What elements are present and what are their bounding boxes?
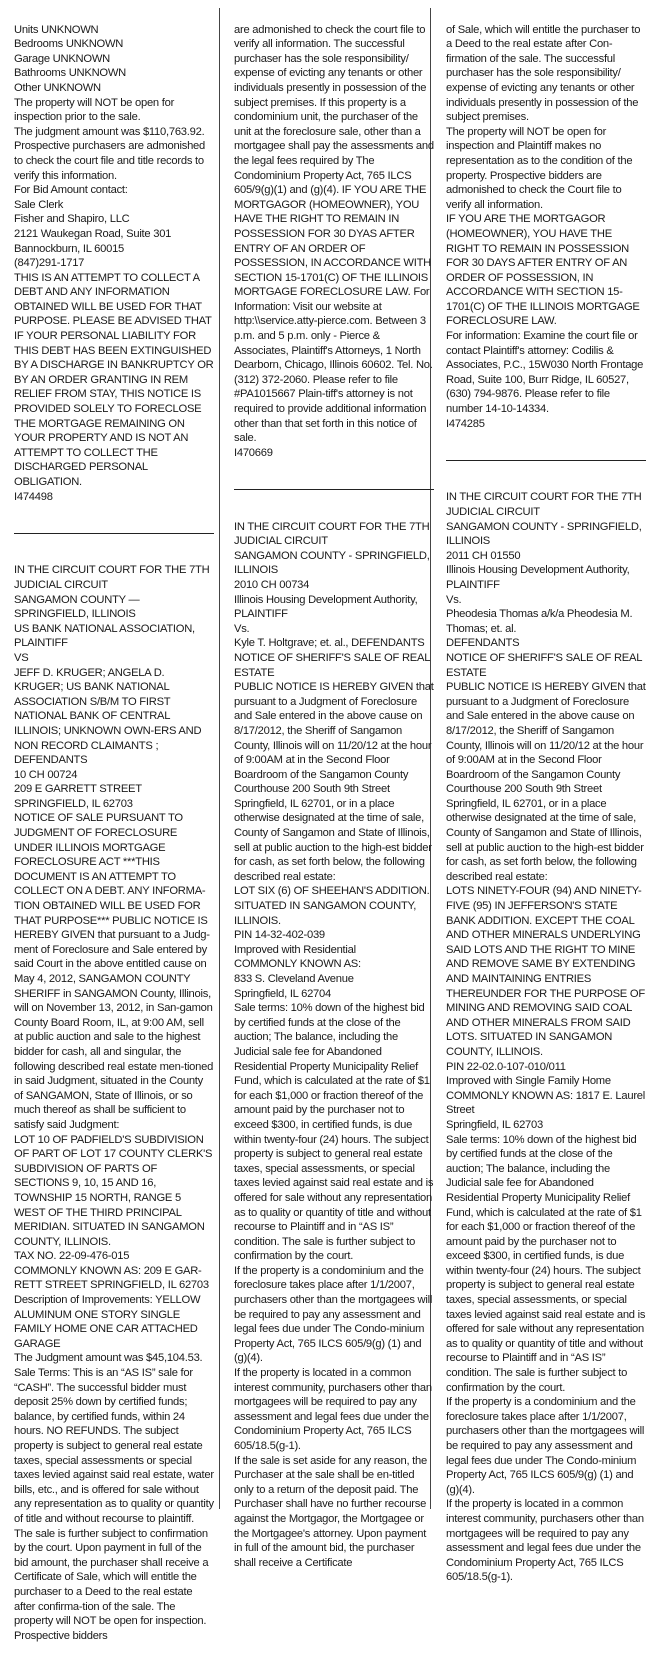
notice-text: Units UNKNOWN Bedrooms UNKNOWN Garage UNKNOWN Bathrooms UNKNOWN Other UNKNOWN The property will NOT be open for inspection prior to the sale. The judgment amount was $110,763.92. Prospective purchasers are admonished to check the court file and title records to verify this information. For Bid Amount contact: Sale Clerk Fisher and Shapiro, LLC 2121 Waukegan Road, Suite 301 Bannockburn, IL 60015 (847)291-1717 THIS IS AN ATTEMPT TO COLLECT A DEBT AND ANY INFORMATION OBTAINED WILL BE USED FOR THAT PURPOSE. PLEASE BE ADVISED THAT IF YOUR PERSONAL LIABILITY FOR THIS DEBT HAS BEEN EXTINGUISHED BY A DISCHARGE IN BANKRUPTCY OR BY AN ORDER GRANTING IN REM RELIEF FROM STAY, THIS NOTICE IS PROVIDED SOLELY TO FORECLOSE THE MORTGAGE REMAINING ON YOUR PROPERTY AND IS NOT AN ATTEMPT TO COLLECT THE DISCHARGED PERSONAL OBLIGATION. I474498: [14, 23, 214, 503]
notice-separator: [234, 489, 434, 490]
notice-text: IN THE CIRCUIT COURT FOR THE 7TH JUDICIAL CIRCUIT SANGAMON COUNTY - SPRINGFIELD, ILLINOIS 2011 CH 01550 Illinois Housing Development Authority, PLAINTIFF Vs. Pheodesia Thomas a/k/a Pheodesia M. Thomas; et. al. DEFENDANTS NOTICE OF SHERIFF'S SALE OF REAL ESTATE PUBLIC NOTICE IS HEREBY GIVEN that pursuant to a Judgment of Foreclosure and Sale entered in the above cause on 8/17/2012, the Sheriff of Sangamon County, Illinois will on 11/20/12 at the hour of 9:00AM at in the Second Floor Boardroom of the Sangamon County Courthouse 200 South 9th Street Springfield, IL 62701, or in a place otherwise designated at the time of sale, County of Sangamon and State of Illinois, sell at public auction to the high-est bidder for cash, as set forth below, the following described real estate: LOTS NINETY-FOUR (94) AND NINETY-FIVE (95) IN JEFFERSON'S STATE BANK ADDITION. EXCEPT THE COAL AND OTHER MINERALS UNDERLYING SAID LOTS AND THE RIGHT TO MINE AND REMOVE SAME BY EXTENDING AND MAINTAINING ENTRIES THEREUNDER FOR THE PURPOSE OF MINING AND REMOVING SAID COAL AND OTHER MINERALS FROM SAID LOTS. SITUATED IN SANGAMON COUNTY, ILLINOIS. PIN 22-02.0-107-010/011 Improved with Single Family Home COMMONLY KNOWN AS: 1817 E. Laurel Street Springfield, IL 62703 Sale terms: 10% down of the highest bid by certified funds at the close of the auction; The balance, including the Judicial sale fee for Abandoned Residential Property Municipality Relief Fund, which is calculated at the rate of $1 for each $1,000 or fraction thereof of the amount paid by the purchaser not to exceed $300, in certified funds, is due within twenty-four (24) hours. The subject property is subject to general real estate taxes, special assessments, or special taxes levied against said real estate and is offered for sale without any representation as to quality or quantity of title and without recourse to Plaintiff and in “AS IS” condition. The sale is further subject to confirmation by the court. If the property is a condominium and the foreclosure takes place after 1/1/2007, purchasers other than the mortgagees will be required to pay any assessment and legal fees due under The Condo-minium Property Act, 765 ILCS 605/9(g) (1) and (g)(4). If the property is located in a common interest community, purchasers other than mortgagees will be required to pay any assessment and legal fees due under the Condominium Property Act, 765 ILCS 605/18.5(g-1).: [446, 491, 646, 1584]
notice-text: are admonished to check the court file to verify all information. The successful purchaser has the sole responsibility/ expense of evicting any tenants or other individuals presently in possession of the subject premises. If this property is a condominium unit, the purchaser of the unit at the foreclosure sale, other than a mortgagee shall pay the assessments and the legal fees required by The Condominium Property Act, 765 ILCS 605/9(g)(1) and (g)(4). IF YOU ARE THE MORTGAGOR (HOMEOWNER), YOU HAVE THE RIGHT TO REMAIN IN POSSESSION FOR 30 DYAS AFTER ENTRY OF AN ORDER OF POSSESSION, IN ACCORDANCE WITH SECTION 15-1701(C) OF THE ILLINOIS MORTGAGE FORECLOSURE LAW. For Information: Visit our website at http:\\service.atty-pierce.com. Between 3 p.m. and 5 p.m. only - Pierce & Associates, Plaintiff's Attorneys, 1 North Dearborn, Chicago, Illinois 60602. Tel. No. (312) 372-2060. Please refer to file #PA1015667 Plain-tiff's attorney is not required to provide additional information other than that set forth in this notice of sale. I470669: [234, 23, 434, 459]
notice-separator: [446, 460, 646, 461]
notice-text: IN THE CIRCUIT COURT FOR THE 7TH JUDICIAL CIRCUIT SANGAMON COUNTY - SPRINGFIELD, ILLINOIS 2010 CH 00734 Illinois Housing Development Authority, PLAINTIFF Vs. Kyle T. Holtgrave; et. al., DEFENDANTS NOTICE OF SHERIFF'S SALE OF REAL ESTATE PUBLIC NOTICE IS HEREBY GIVEN that pursuant to a Judgment of Foreclosure and Sale entered in the above cause on 8/17/2012, the Sheriff of Sangamon County, Illinois will on 11/20/12 at the hour of 9:00AM at in the Second Floor Boardroom of the Sangamon County Courthouse 200 South 9th Street Springfield, IL 62701, or in a place otherwise designated at the time of sale, County of Sangamon and State of Illinois, sell at public auction to the high-est bidder for cash, as set forth below, the following described real estate: LOT SIX (6) OF SHEEHAN'S ADDITION. SITUATED IN SANGAMON COUNTY, ILLINOIS. PIN 14-32-402-039 Improved with Residential COMMONLY KNOWN AS: 833 S. Cleveland Avenue Springfield, IL 62704 Sale terms: 10% down of the highest bid by certified funds at the close of the auction; The balance, including the Judicial sale fee for Abandoned Residential Property Municipality Relief Fund, which is calculated at the rate of $1 for each $1,000 or fraction thereof of the amount paid by the purchaser not to exceed $300, in certified funds, is due within twenty-four (24) hours. The subject property is subject to general real estate taxes, special assessments, or special taxes levied against said real estate and is offered for sale without any representation as to quality or quantity of title and without recourse to Plaintiff and in “AS IS” condition. The sale is further subject to confirmation by the court. If the property is a condominium and the foreclosure takes place after 1/1/2007, purchasers other than the mortgagees will be required to pay any assessment and legal fees due under The Condo-minium Property Act, 765 ILCS 605/9(g) (1) and (g)(4). If the property is located in a common interest community, purchasers other than mortgagees will be required to pay any assessment and legal fees due under the Condominium Property Act, 765 ILCS 605/18.5(g-1). If the sale is set aside for any reason, the Purchaser at the sale shall be en-titled only to a return of the deposit paid. The Purchaser shall have no further recourse against the Mortgagor, the Mortgagee or the Mortgagee's attorney. Upon payment in full of the amount bid, the purchaser shall receive a Certificate: [234, 520, 434, 1569]
notice-text: of Sale, which will entitle the purchaser to a Deed to the real estate after Con-firmation of the sale. The successful purchaser has the sole responsibility/ expense of evicting any tenants or other individuals presently in possession of the subject premises. The property will NOT be open for inspection and Plaintiff makes no representation as to the condition of the property. Prospective bidders are admonished to check the Court file to verify all information. IF YOU ARE THE MORTGAGOR (HOMEOWNER), YOU HAVE THE RIGHT TO REMAIN IN POSSESSION FOR 30 DAYS AFTER ENTRY OF AN ORDER OF POSSESSION, IN ACCORDANCE WITH SECTION 15-1701(C) OF THE ILLINOIS MORTGAGE FORECLOSURE LAW. For information: Examine the court file or contact Plaintiff's attorney: Codilis & Associates, P.C., 15W030 North Frontage Road, Suite 100, Burr Ridge, IL 60527, (630) 794-9876. Please refer to file number 14-10-14334. I474285: [446, 23, 644, 430]
column-divider: [219, 8, 220, 1509]
notice-separator: [14, 533, 214, 534]
notice-text: IN THE CIRCUIT COURT FOR THE 7TH JUDICIAL CIRCUIT SANGAMON COUNTY — SPRINGFIELD, ILLINOIS US BANK NATIONAL ASSOCIATION, PLAINTIFF VS JEFF D. KRUGER; ANGELA D. KRUGER; US BANK NATIONAL ASSOCIATION S/B/M TO FIRST NATIONAL BANK OF CENTRAL ILLINOIS; UNKNOWN OWN-ERS AND NON RECORD CLAIMANTS ; DEFENDANTS 10 CH 00724 209 E GARRETT STREET SPRINGFIELD, IL 62703 NOTICE OF SALE PURSUANT TO JUDGMENT OF FORECLOSURE UNDER ILLINOIS MORTGAGE FORECLOSURE ACT ***THIS DOCUMENT IS AN ATTEMPT TO COLLECT ON A DEBT. ANY INFORMA-TION OBTAINED WILL BE USED FOR THAT PURPOSE*** PUBLIC NOTICE IS HEREBY GIVEN that pursuant to a Judg-ment of Foreclosure and Sale entered by said Court in the above entitled cause on May 4, 2012, SANGAMON COUNTY SHERIFF in SANGAMON County, Illinois, will on November 13, 2012, in San-gamon County Board Room, IL, at 9:00 AM, sell at public auction and sale to the highest bidder for cash, all and singular, the following described real estate men-tioned in said Judgment, situated in the County of SANGAMON, State of Illinois, or so much thereof as shall be sufficient to satisfy said Judgment: LOT 10 OF PADFIELD'S SUBDIVISION OF PART OF LOT 17 COUNTY CLERK'S SUBDIVISION OF PARTS OF SECTIONS 9, 10, 15 AND 16, TOWNSHIP 15 NORTH, RANGE 5 WEST OF THE THIRD PRINCIPAL MERIDIAN. SITUATED IN SANGAMON COUNTY, ILLINOIS. TAX NO. 22-09-476-015 COMMONLY KNOWN AS: 209 E GAR-RETT STREET SPRINGFIELD, IL 62703 Description of Improvements: YELLOW ALUMINUM ONE STORY SINGLE FAMILY HOME ONE CAR ATTACHED GARAGE The Judgment amount was $45,104.53. Sale Terms: This is an “AS IS” sale for “CASH”. The successful bidder must deposit 25% down by certified funds; balance, by certified funds, within 24 hours. NO REFUNDS. The subject property is subject to general real estate taxes, special assessments or special taxes levied against said real estate, water bills, etc., and is offered for sale without any representation as to quality or quantity of title and without recourse to plaintiff. The sale is further subject to confirmation by the court. Upon payment in full of the bid amount, the purchaser shall receive a Certificate of Sale, which will entitle the purchaser to a Deed to the real estate after confirma-tion of the sale. The property will NOT be open for inspection. Prospective bidders: [14, 564, 214, 1642]
column-1: [14, 8, 214, 1642]
column-3: [446, 8, 646, 1584]
column-2: [234, 8, 434, 1569]
